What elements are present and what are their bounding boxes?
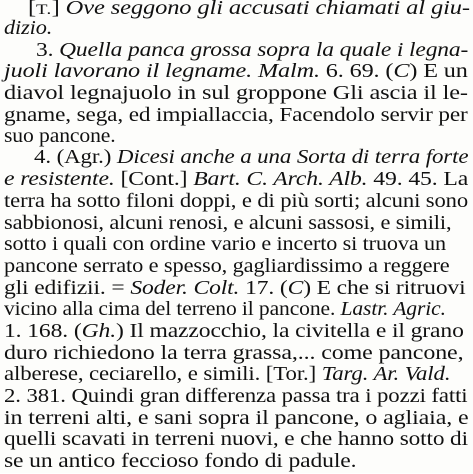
text-run: in terreni alti, e sani sopra il pancone, o agliaia, e	[4, 408, 469, 429]
text-line	[4, 233, 446, 257]
text-run: gname, sega, ed impiallaccia, Facendolo servir per	[4, 105, 468, 126]
text-run: alberese, ceciarello, e simili. [Tor.]	[4, 364, 322, 385]
italic-run: C	[393, 61, 410, 82]
text-line	[4, 82, 468, 106]
text-run: 4. (Agr.)	[34, 147, 117, 168]
italic-run: Dicesi anche a una Sorta di terra forte	[116, 147, 469, 168]
text-run: vicino alla cima del terreno il pancone.	[4, 299, 341, 320]
text-line	[4, 320, 464, 344]
text-line	[4, 450, 356, 474]
text-run: 3.	[36, 40, 60, 61]
text-line	[4, 385, 468, 409]
italic-run: Quella panca grossa sopra la quale i legna-	[59, 40, 469, 61]
italic-run: juoli lavorano il legname. Malm.	[4, 61, 320, 82]
text-run: pancone serrato e spesso, gagliardissimo a reggere	[4, 256, 450, 277]
text-run: 2. 381. Quindi gran differenza passa tra i pozzi fatti	[4, 386, 468, 407]
text-run: 6. 69. (	[319, 61, 394, 82]
text-run: gli edifizii. =	[4, 278, 131, 299]
text-run: 1. 168. (	[4, 321, 82, 342]
text-run: [Cont.]	[114, 169, 194, 190]
italic-run: Gh.	[81, 321, 116, 342]
text-run: ) E un	[409, 61, 468, 82]
text-line	[4, 255, 450, 279]
italic-run: C	[287, 278, 304, 299]
text-run: sabbionosi, alcuni renosi, e alcuni sassosi, e simili,	[4, 213, 452, 234]
text-run: se un antico feccioso fondo di padule.	[4, 451, 357, 472]
text-run: sotto i quali con ordine vario e incerto si truova un	[4, 234, 446, 255]
text-line	[4, 298, 446, 322]
text-line	[34, 146, 468, 170]
text-run: ]	[51, 0, 66, 19]
text-run: ) Il mazzocchio, la civitella e il grano	[115, 321, 464, 342]
text-run: suo pancone.	[4, 126, 116, 147]
text-run: quelli scavati in terreni nuovi, e che hanno sotto di	[4, 429, 468, 450]
text-run: 17. (	[239, 278, 288, 299]
text-line	[4, 190, 468, 214]
text-line	[4, 428, 468, 452]
italic-run: Bart. C. Arch. Alb.	[193, 169, 368, 190]
text-run: diavol legnajuolo in sul groppone Gli ascia il le-	[4, 83, 468, 104]
text-run: T.	[36, 2, 52, 18]
text-run: duro richiedono la terra grassa,... come pancone,	[4, 343, 464, 364]
text-line	[4, 17, 52, 41]
italic-run: Ove seggono gli accusati chiamati al giu-	[65, 0, 470, 19]
text-run: terra ha sotto filoni doppi, e di più sorti; alcuni sono	[4, 191, 469, 212]
text-line	[4, 60, 468, 84]
italic-run: Lastr. Agric.	[340, 299, 446, 320]
text-line	[4, 168, 468, 192]
text-run: ) E che si ritruovi	[303, 278, 466, 299]
text-line	[4, 363, 450, 387]
text-run: [	[28, 0, 37, 19]
italic-run: e resistente.	[4, 169, 115, 190]
italic-run: Soder. Colt.	[130, 278, 240, 299]
text-line	[28, 0, 470, 21]
italic-run: Targ. Ar. Vald.	[321, 364, 451, 385]
italic-run: dizio.	[4, 18, 53, 39]
text-run: 49. 45. La	[367, 169, 469, 190]
